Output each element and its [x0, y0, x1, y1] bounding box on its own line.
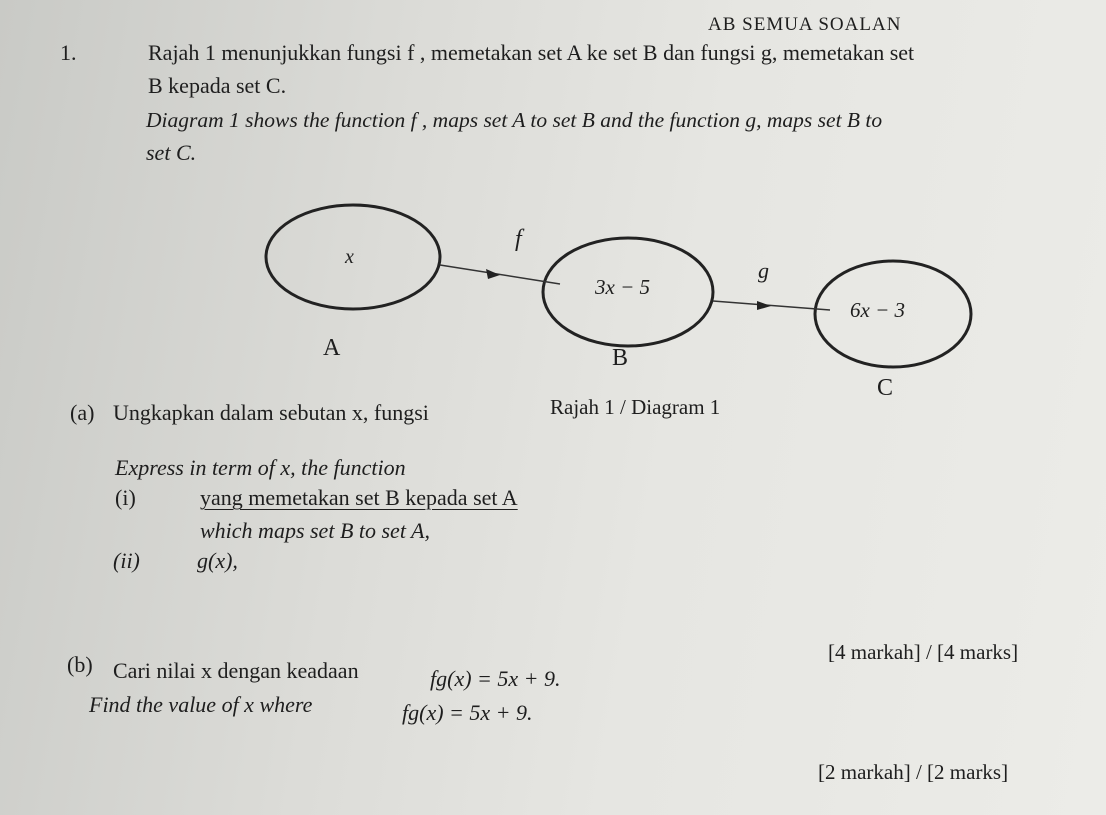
- set-c-element: 6x − 3: [850, 298, 905, 322]
- part-b-malay-text: Cari nilai x dengan keadaan: [113, 658, 359, 683]
- intro-malay-line1: Rajah 1 menunjukkan fungsi f , memetakan set A ke set B dan fungsi g, memetakan set: [148, 40, 915, 65]
- arrow-f: [440, 265, 560, 284]
- set-a-element: x: [345, 246, 354, 268]
- set-b-label: B: [612, 345, 629, 371]
- part-a-malay: Ungkapkan dalam sebutan x, fungsi: [113, 400, 429, 425]
- part-a-sub-i-label: (i): [115, 485, 136, 510]
- part-a-label: (a): [70, 400, 95, 425]
- set-c-label: C: [877, 375, 894, 401]
- diagram-caption: Rajah 1 / Diagram 1: [550, 395, 721, 419]
- arrow-g-label: g: [758, 258, 769, 283]
- intro-english-line2: set C.: [146, 140, 197, 165]
- part-b-english-expr: fg(x) = 5x + 9.: [402, 700, 533, 725]
- part-a-sub-i-malay: yang memetakan set B kepada set A: [200, 485, 518, 510]
- set-b-element: 3x − 5: [595, 275, 650, 299]
- part-a-sub-ii-label: (ii): [113, 548, 140, 573]
- part-a-sub-i-english: which maps set B to set A,: [200, 518, 430, 543]
- part-a-sub-ii-expr: g(x),: [197, 548, 238, 573]
- part-b-english-text: Find the value of x where: [89, 692, 313, 717]
- section-header: AB SEMUA SOALAN: [708, 14, 902, 35]
- part-a-english: Express in term of x, the function: [115, 455, 406, 480]
- intro-malay-line2: B kepada set C.: [148, 73, 287, 98]
- arrow-f-label: f: [515, 226, 522, 252]
- part-b-malay-expr: fg(x) = 5x + 9.: [430, 666, 561, 691]
- part-b-marks: [2 markah] / [2 marks]: [818, 760, 1009, 784]
- question-number: 1.: [60, 40, 77, 65]
- part-b-label: (b): [67, 652, 93, 677]
- intro-english-line1: Diagram 1 shows the function f , maps set A to set B and the function g, maps set B to: [146, 108, 883, 132]
- part-a-marks: [4 markah] / [4 marks]: [828, 640, 1019, 664]
- set-a-label: A: [323, 335, 341, 361]
- arrow-g: [713, 301, 830, 310]
